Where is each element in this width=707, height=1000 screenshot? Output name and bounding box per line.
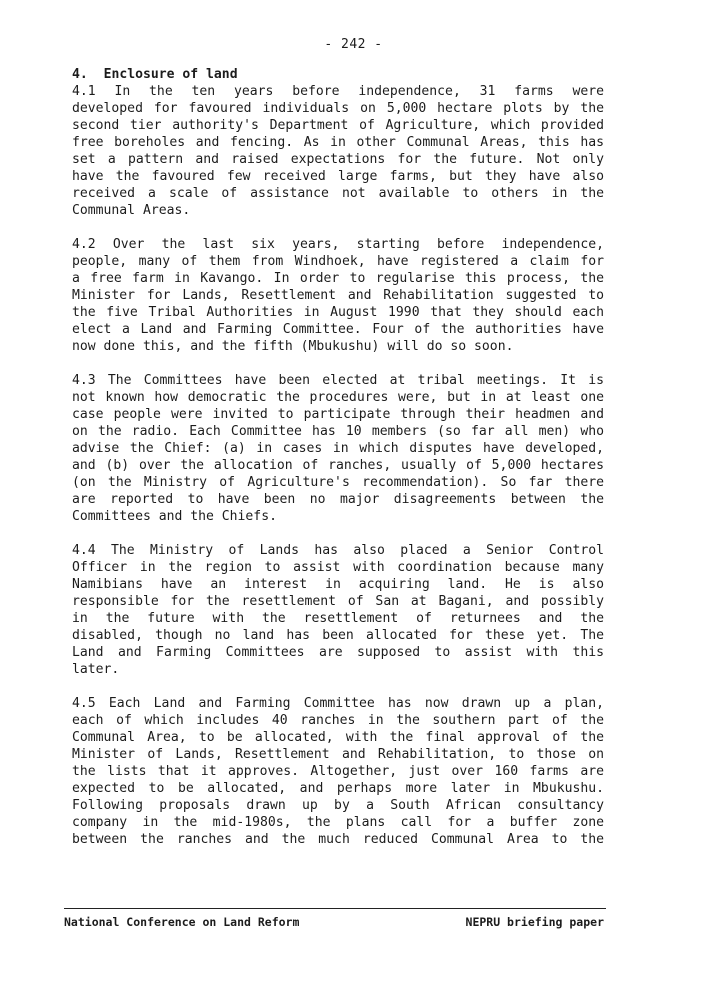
text-line: company in the mid-1980s, the plans call for a buffer zone — [72, 815, 604, 830]
text-line: Minister of Lands, Resettlement and Rehabilitation, to those on — [72, 747, 604, 762]
text-line: on the radio. Each Committee has 10 members (so far all men) who — [72, 424, 604, 439]
text-line: in the future with the resettlement of returnees and the — [72, 611, 604, 626]
text-line: 4.4 The Ministry of Lands has also placed a Senior Control — [72, 543, 604, 558]
text-line: and (b) over the allocation of ranches, usually of 5,000 hectares — [72, 458, 604, 473]
text-line: are reported to have been no major disagreements between the — [72, 492, 604, 507]
text-line: responsible for the resettlement of San at Bagani, and possibly — [72, 594, 604, 609]
text-line: not known how democratic the procedures were, but in at least one — [72, 390, 604, 405]
section-heading — [72, 66, 604, 83]
paragraph — [72, 695, 604, 848]
text-line: 4.1 In the ten years before independence, 31 farms were — [72, 84, 604, 99]
section-number: 4. — [72, 67, 88, 82]
paragraph — [72, 372, 604, 525]
paragraph — [72, 83, 604, 219]
text-line: Officer in the region to assist with coordination because many — [72, 560, 604, 575]
text-line: now done this, and the fifth (Mbukushu) will do so soon. — [72, 339, 514, 354]
text-line: expected to be allocated, and perhaps more later in Mbukushu. — [72, 781, 604, 796]
text-line: second tier authority's Department of Agriculture, which provided — [72, 118, 604, 133]
footer-conference-name: National Conference on Land Reform — [64, 915, 300, 929]
text-line: free boreholes and fencing. As in other Communal Areas, this has — [72, 135, 604, 150]
text-line: between the ranches and the much reduced Communal Area to the — [72, 832, 604, 847]
text-line: a free farm in Kavango. In order to regularise this process, the — [72, 271, 604, 286]
footer-series-name: NEPRU briefing paper — [465, 915, 604, 929]
text-line: each of which includes 40 ranches in the southern part of the — [72, 713, 604, 728]
text-line: the five Tribal Authorities in August 1990 that they should each — [72, 305, 604, 320]
text-line: (on the Ministry of Agriculture's recommendation). So far there — [72, 475, 604, 490]
page-number: - 242 - — [324, 37, 383, 52]
text-line: people, many of them from Windhoek, have registered a claim for — [72, 254, 604, 269]
text-line: advise the Chief: (a) in cases in which disputes have developed, — [72, 441, 604, 456]
text-line: Communal Areas. — [72, 203, 191, 218]
text-line: Land and Farming Committees are supposed to assist with this — [72, 645, 604, 660]
text-line: Minister for Lands, Resettlement and Rehabilitation suggested to — [72, 288, 604, 303]
text-line: the lists that it approves. Altogether, just over 160 farms are — [72, 764, 604, 779]
text-line: Committees and the Chiefs. — [72, 509, 277, 524]
body-text — [72, 66, 604, 865]
paragraph — [72, 236, 604, 355]
text-line: 4.2 Over the last six years, starting before independence, — [72, 237, 604, 252]
text-line: Communal Area, to be allocated, with the final approval of the — [72, 730, 604, 745]
text-line: elect a Land and Farming Committee. Four of the authorities have — [72, 322, 604, 337]
text-line: case people were invited to participate through their headmen and — [72, 407, 604, 422]
text-line: have the favoured few received large farms, but they have also — [72, 169, 604, 184]
footer-rule — [64, 908, 606, 909]
section-title: Enclosure of land — [103, 67, 238, 82]
text-line: Following proposals drawn up by a South African consultancy — [72, 798, 604, 813]
text-line: 4.3 The Committees have been elected at tribal meetings. It is — [72, 373, 604, 388]
text-line: developed for favoured individuals on 5,000 hectare plots by the — [72, 101, 604, 116]
paragraph — [72, 542, 604, 678]
paragraphs — [72, 83, 604, 848]
text-line: later. — [72, 662, 120, 677]
text-line: Namibians have an interest in acquiring land. He is also — [72, 577, 604, 592]
text-line: received a scale of assistance not available to others in the — [72, 186, 604, 201]
text-line: set a pattern and raised expectations for the future. Not only — [72, 152, 604, 167]
text-line: 4.5 Each Land and Farming Committee has now drawn up a plan, — [72, 696, 604, 711]
text-line: disabled, though no land has been allocated for these yet. The — [72, 628, 604, 643]
